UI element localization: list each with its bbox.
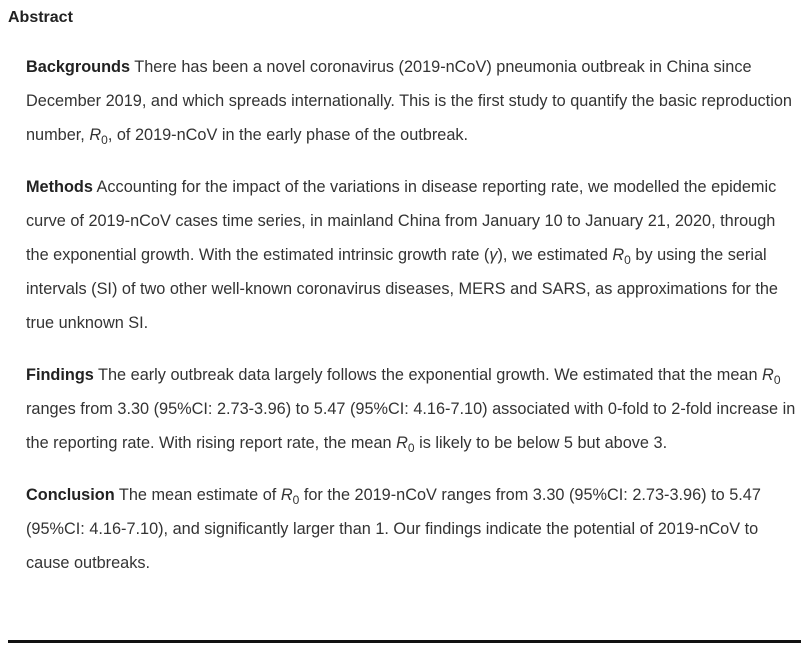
findings-text-3: is likely to be below 5 but above 3.: [414, 434, 668, 452]
conclusion-label: Conclusion: [26, 486, 115, 504]
findings-label: Findings: [26, 366, 94, 384]
backgrounds-text-1: There has been a novel coronavirus (2019-nCoV) pneumonia outbreak in China since December 2019, and which spreads internationally. This is the first study to quantify the basic reproduction number,: [26, 58, 792, 144]
r0-symbol: $R_0$: [396, 434, 415, 455]
conclusion-text-1: The mean estimate of: [114, 486, 281, 504]
r0-symbol: $R_0$: [612, 246, 631, 267]
findings-text-1: The early outbreak data largely follows the exponential growth. We estimated that the mean: [93, 366, 763, 384]
conclusion-paragraph: [26, 478, 802, 580]
findings-paragraph: [26, 358, 802, 460]
backgrounds-label: Backgrounds: [26, 58, 131, 76]
methods-label: Methods: [26, 178, 93, 196]
abstract-body: [26, 50, 802, 598]
r0-symbol: $R_0$: [89, 126, 108, 147]
gamma-symbol: γ: [489, 246, 498, 264]
section-divider: [8, 640, 801, 643]
abstract-heading: Abstract: [8, 9, 73, 26]
methods-text-2: ), we estimated: [497, 246, 613, 264]
findings-text-2: ranges from 3.30 (95%CI: 2.73-3.96) to 5.47 (95%CI: 4.16-7.10) associated with 0-fold to 2-fold increase in the reporting rate. With rising report rate, the mean: [26, 400, 796, 452]
methods-text-1: Accounting for the impact of the variations in disease reporting rate, we modelled the epidemic curve of 2019-nCoV cases time series, in mainland China from January 10 to January 21, 2020, through the exponential growth. With the estimated intrinsic growth rate (: [26, 178, 777, 264]
methods-text-3: by using the serial intervals (SI) of two other well-known coronavirus diseases, MERS and SARS, as approximations for the true unknown SI.: [26, 246, 778, 332]
backgrounds-text-2: , of 2019-nCoV in the early phase of the outbreak.: [107, 126, 469, 144]
backgrounds-paragraph: [26, 50, 802, 152]
conclusion-text-2: for the 2019-nCoV ranges from 3.30 (95%CI: 2.73-3.96) to 5.47 (95%CI: 4.16-7.10), and significantly larger than 1. Our findings indicate the potential of 2019-nCoV to cause outbreaks.: [26, 486, 761, 572]
r0-symbol: $R_0$: [280, 486, 300, 507]
methods-paragraph: [26, 170, 802, 340]
r0-symbol: $R_0$: [762, 366, 781, 387]
